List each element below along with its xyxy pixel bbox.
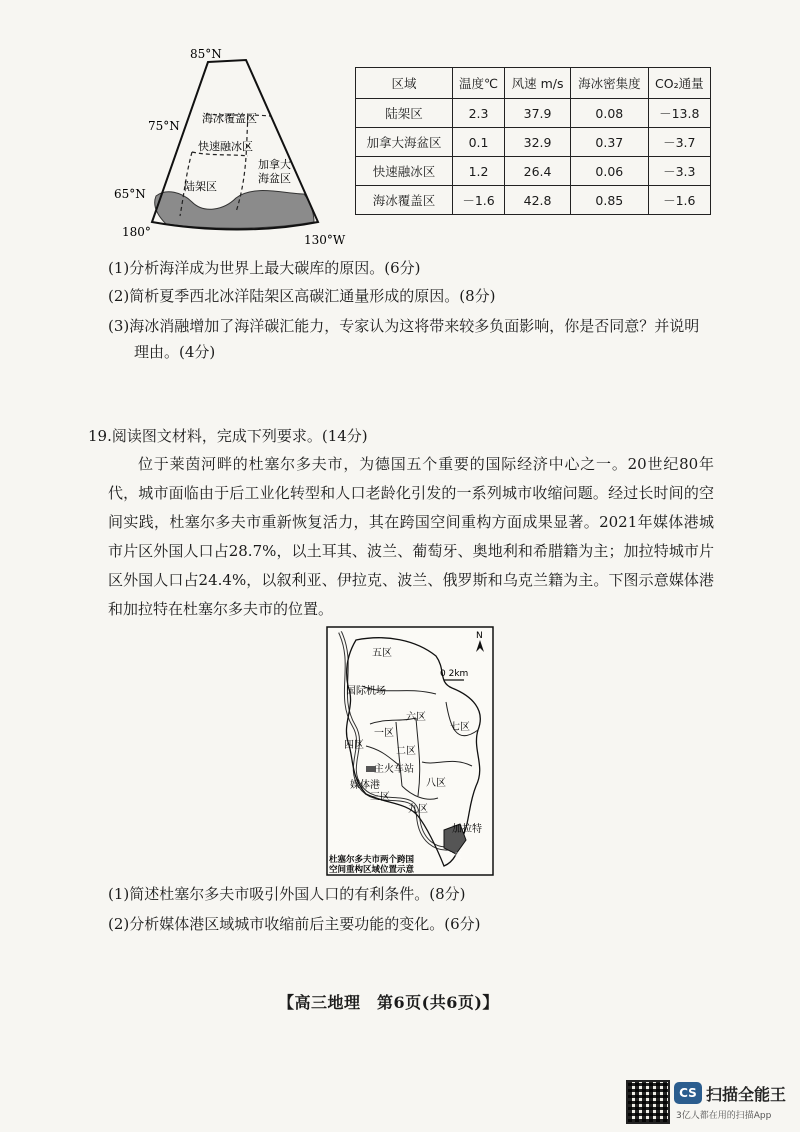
- table-header: 海冰密集度: [571, 68, 649, 99]
- zone-label-shelf: 陆架区: [184, 180, 217, 193]
- table-cell: 0.1: [453, 128, 505, 157]
- station-label: 主火车站: [374, 764, 414, 775]
- table-cell: －3.3: [648, 157, 710, 186]
- dusseldorf-map: [326, 626, 494, 876]
- table-cell: 0.37: [571, 128, 649, 157]
- table-header: 温度℃: [453, 68, 505, 99]
- table-header: 区域: [356, 68, 453, 99]
- zone-label-melt: 快速融冰区: [198, 140, 253, 153]
- north-label: N: [476, 631, 483, 641]
- q18-sub2: (2)简析夏季西北冰洋陆架区高碳汇通量形成的原因。(8分): [108, 287, 496, 305]
- arctic-land: [155, 191, 314, 229]
- table-cell: 快速融冰区: [356, 157, 453, 186]
- watermark-tagline: 3亿人都在用的扫描App: [676, 1111, 772, 1121]
- media-harbour-label: 媒体港: [350, 780, 380, 791]
- cs-logo-icon: CS: [674, 1082, 702, 1104]
- zone-label-canada-a: 加拿大: [258, 158, 291, 171]
- district-label-6: 六区: [406, 712, 426, 723]
- table-cell: 32.9: [505, 128, 571, 157]
- map-caption-line2: 空间重构区域位置示意: [329, 865, 415, 875]
- lat-label-65: 65°N: [114, 187, 146, 201]
- airport-label: 国际机场: [346, 686, 386, 697]
- table-row: [356, 157, 711, 186]
- table-cell: －1.6: [648, 186, 710, 215]
- scale-label: 0 2km: [440, 669, 469, 679]
- q19-sub1: (1)简述杜塞尔多夫市吸引外国人口的有利条件。(8分): [108, 885, 466, 903]
- table-cell: 26.4: [505, 157, 571, 186]
- table-cell: 0.08: [571, 99, 649, 128]
- table-header: 风速 m/s: [505, 68, 571, 99]
- table-cell: 陆架区: [356, 99, 453, 128]
- q18-sub3-line2: 理由。(4分): [134, 343, 216, 361]
- arctic-map: [108, 44, 348, 249]
- q19-sub2: (2)分析媒体港区域城市收缩前后主要功能的变化。(6分): [108, 915, 481, 933]
- table-header: CO₂通量: [648, 68, 710, 99]
- lat-label-85: 85°N: [190, 47, 222, 61]
- table-cell: －13.8: [648, 99, 710, 128]
- garath-label: 加拉特: [452, 824, 482, 835]
- table-cell: 2.3: [453, 99, 505, 128]
- district-label-4: 四区: [344, 740, 364, 751]
- lon-label-180: 180°: [122, 225, 151, 239]
- district-label-2: 二区: [396, 746, 416, 757]
- q18-sub3-line1: (3)海冰消融增加了海洋碳汇能力，专家认为这将带来较多负面影响，你是否同意？并说明: [108, 317, 700, 335]
- table-cell: 1.2: [453, 157, 505, 186]
- zone-label-ice: 海冰覆盖区: [202, 112, 257, 125]
- district-label-5: 五区: [372, 648, 392, 659]
- table-cell: 海冰覆盖区: [356, 186, 453, 215]
- zone-label-canada-b: 海盆区: [258, 172, 291, 185]
- table-cell: 0.06: [571, 157, 649, 186]
- q19-title: 19.阅读图文材料，完成下列要求。(14分): [88, 427, 368, 445]
- district-label-8: 八区: [426, 778, 446, 789]
- lon-label-130w: 130°W: [304, 233, 346, 247]
- table-row: [356, 99, 711, 128]
- district-label-7: 七区: [450, 722, 470, 733]
- climate-table: [355, 67, 711, 215]
- table-row: [356, 128, 711, 157]
- page-footer: 【高三地理 第6页(共6页)】: [278, 993, 499, 1012]
- district-label-9: 九区: [408, 804, 428, 815]
- table-row: [356, 186, 711, 215]
- watermark-app-name: 扫描全能王: [706, 1085, 787, 1104]
- table-cell: 37.9: [505, 99, 571, 128]
- table-cell: 0.85: [571, 186, 649, 215]
- table-cell: 42.8: [505, 186, 571, 215]
- table-header-row: [356, 68, 711, 99]
- qr-code: [626, 1080, 670, 1124]
- map-caption-line1: 杜塞尔多夫市两个跨国: [329, 855, 415, 865]
- q18-sub1: (1)分析海洋成为世界上最大碳库的原因。(6分): [108, 259, 421, 277]
- table-cell: －3.7: [648, 128, 710, 157]
- q19-material: 位于莱茵河畔的杜塞尔多夫市，为德国五个重要的国际经济中心之一。20世纪80年代，城市面临由于后工业化转型和人口老龄化引发的一系列城市收缩问题。经过长时间的空间实践，杜塞尔多夫市重新恢复活力，其在跨国空间重构方面成果显著。2021年媒体港城市片区外国人口占28.7%，以土耳其、波兰、葡萄牙、奥地利和希腊籍为主；加拉特城市片区外国人口占24.4%，以叙利亚、伊拉克、波兰、俄罗斯和乌克兰籍为主。下图示意媒体港和加拉特在杜塞尔多夫市的位置。: [108, 455, 714, 618]
- lat-label-75: 75°N: [148, 119, 180, 133]
- district-label-1: 一区: [374, 728, 394, 739]
- table-cell: －1.6: [453, 186, 505, 215]
- district-label-3: 三区: [370, 792, 390, 803]
- table-cell: 加拿大海盆区: [356, 128, 453, 157]
- district-label-10: 十区: [448, 852, 462, 860]
